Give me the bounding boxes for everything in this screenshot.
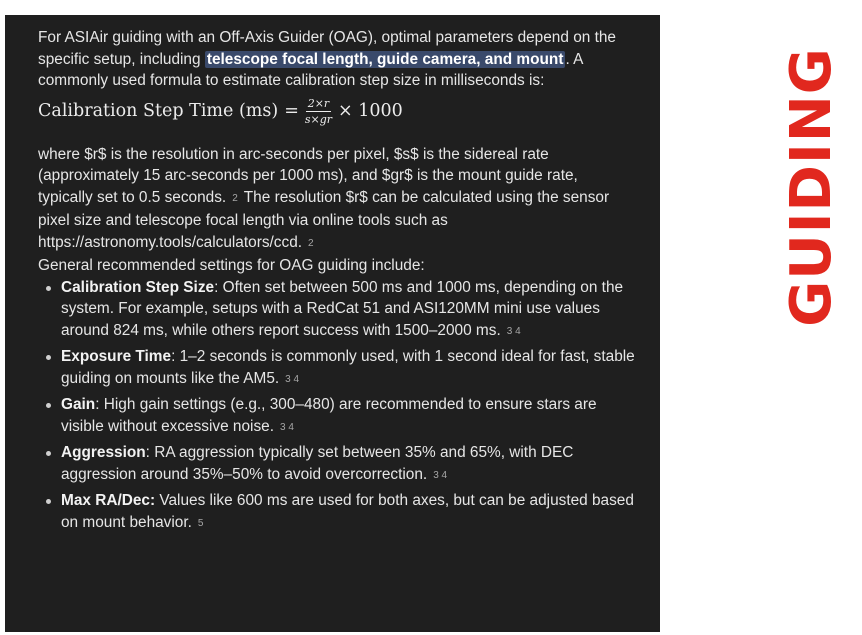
list-item (38, 394, 636, 439)
citation-link[interactable]: 3 4 (506, 325, 521, 337)
explanation-text-2: The resolution $r$ can be calculated using the sensor pixel size and telescope focal length via online tools such as https://astronomy.tools/calculators/ccd. (38, 188, 610, 251)
highlighted-phrase: telescope focal length, guide camera, and mount (206, 50, 564, 68)
citation-link[interactable]: 3 4 (433, 469, 448, 481)
calibration-formula (38, 92, 636, 132)
intro-paragraph (38, 27, 636, 92)
citation-link[interactable]: 2 (308, 237, 314, 249)
list-item (38, 277, 636, 344)
item-label: Gain (61, 396, 96, 413)
citation-link[interactable]: 5 (197, 517, 204, 529)
item-label: Calibration Step Size (61, 278, 215, 296)
citation-link[interactable]: 3 4 (285, 373, 300, 385)
formula-numerator: 2×r (307, 96, 330, 110)
list-item (38, 442, 636, 487)
explanation-text-1: where $r$ is the resolution in arc-seconds per pixel, $s$ is the sidereal rate (approximately 15 arc-seconds per 1000 ms), and $gr$ is the mount guide rate, typically set to 0.5 seconds. (38, 145, 578, 206)
list-item (38, 490, 636, 535)
citation-link[interactable]: 3 4 (280, 421, 294, 433)
formula-rhs: × 1000 (338, 100, 403, 121)
item-text: : High gain settings (e.g., 300–480) are recommended to ensure stars are visible without excessive noise. (61, 396, 597, 435)
citation-link[interactable]: 2 (232, 192, 238, 204)
list-item (38, 346, 636, 391)
formula-lhs: Calibration Step Time (ms) (38, 100, 279, 121)
item-label: Exposure Time (61, 348, 172, 365)
item-text: : RA aggression typically set between 35% and 65%, with DEC aggression around 35%–50% to avoid overcorrection. (61, 444, 574, 483)
item-text: : 1–2 seconds is commonly used, with 1 second ideal for fast, stable guiding on mounts like the AM5. (61, 348, 635, 387)
explanation-paragraph (38, 144, 636, 256)
intro-text-before: For ASIAir guiding with an Off-Axis Guider (OAG), optimal parameters depend on the specific setup, including (38, 29, 616, 68)
formula-equals: = (284, 100, 299, 121)
item-text: : Often set between 500 ms and 1000 ms, depending on the system. For example, setups with a RedCat 51 and ASI120MM mini use values around 824 ms, while others report success with 1500–2000 ms. (61, 278, 624, 339)
intro-text-after: . A commonly used formula to estimate calibration step size in milliseconds is: (38, 50, 583, 89)
item-label: Max RA/Dec: (61, 492, 156, 509)
settings-intro: General recommended settings for OAG guiding include: (38, 257, 425, 274)
item-label: Aggression (61, 444, 146, 461)
item-text: Values like 600 ms are used for both axes, but can be adjusted based on mount behavior. (61, 492, 634, 531)
settings-list (38, 277, 636, 536)
formula-denominator: s×gr (304, 112, 333, 126)
formula-fraction (305, 98, 332, 126)
answer-panel (5, 15, 660, 632)
guiding-side-label: GUIDING (779, 47, 844, 327)
